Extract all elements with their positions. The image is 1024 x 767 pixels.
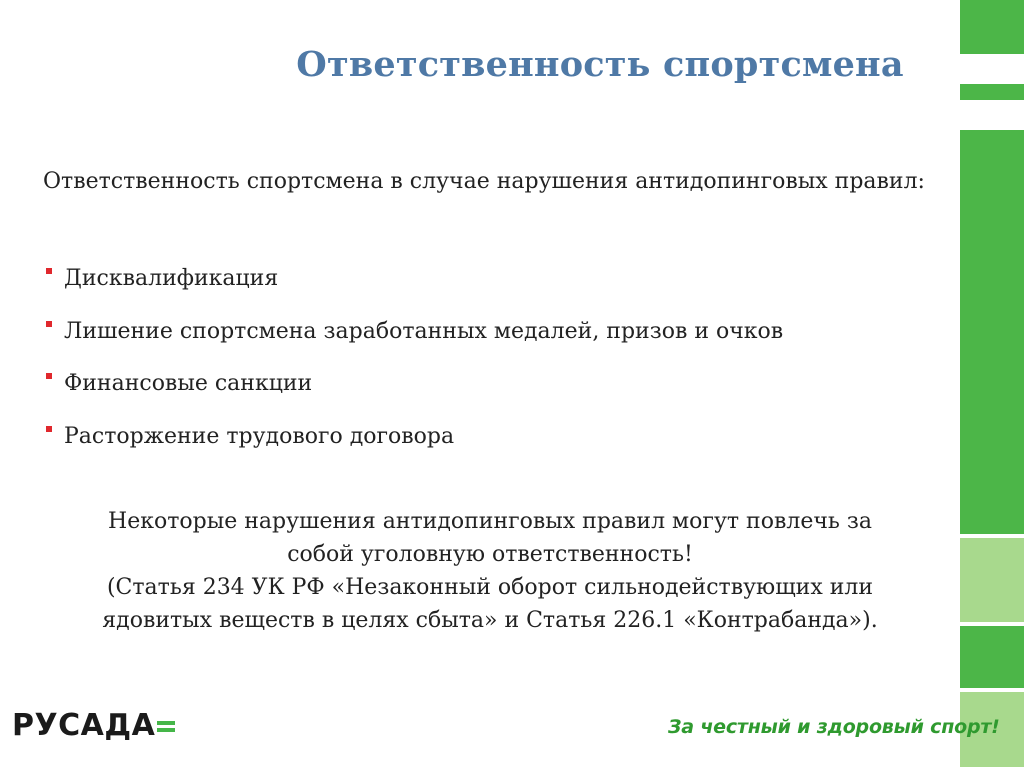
logo-equals-icon xyxy=(157,716,175,736)
list-item xyxy=(46,419,783,472)
note-line: Некоторые нарушения антидопинговых правил могут повлечь за xyxy=(108,509,872,534)
bullet-text: Дисквалификация xyxy=(64,266,279,291)
note-line: ядовитых веществ в целях сбыта» и Статья 226.1 «Контрабанда»). xyxy=(102,608,878,633)
bullet-square-icon xyxy=(46,426,52,432)
green-bar xyxy=(960,130,1024,534)
criminal-liability-note xyxy=(40,505,940,637)
list-item xyxy=(46,366,783,419)
rusada-logo xyxy=(12,708,175,743)
bullet-square-icon xyxy=(46,321,52,327)
bullet-square-icon xyxy=(46,268,52,274)
list-item xyxy=(46,261,783,314)
bullet-list xyxy=(46,261,783,471)
note-line: (Статья 234 УК РФ «Незаконный оборот сильнодействующих или xyxy=(106,575,874,600)
list-item xyxy=(46,314,783,367)
green-bar xyxy=(960,0,1024,54)
note-line: собой уголовную ответственность! xyxy=(287,542,693,567)
green-bar xyxy=(960,538,1024,622)
logo-text: РУСАДА xyxy=(12,708,156,743)
green-bar xyxy=(960,626,1024,688)
bullet-text: Лишение спортсмена заработанных медалей, призов и очков xyxy=(64,318,784,344)
slogan: За честный и здоровый спорт! xyxy=(668,716,1000,738)
decorative-green-bars xyxy=(960,0,1024,767)
intro-text: Ответственность спортсмена в случае нарушения антидопинговых правил: xyxy=(43,169,925,194)
bullet-text: Расторжение трудового договора xyxy=(64,423,455,449)
bullet-square-icon xyxy=(46,373,52,379)
green-bar xyxy=(960,84,1024,100)
slide-title: Ответственность спортсмена xyxy=(296,44,904,85)
bullet-text: Финансовые санкции xyxy=(64,371,313,396)
